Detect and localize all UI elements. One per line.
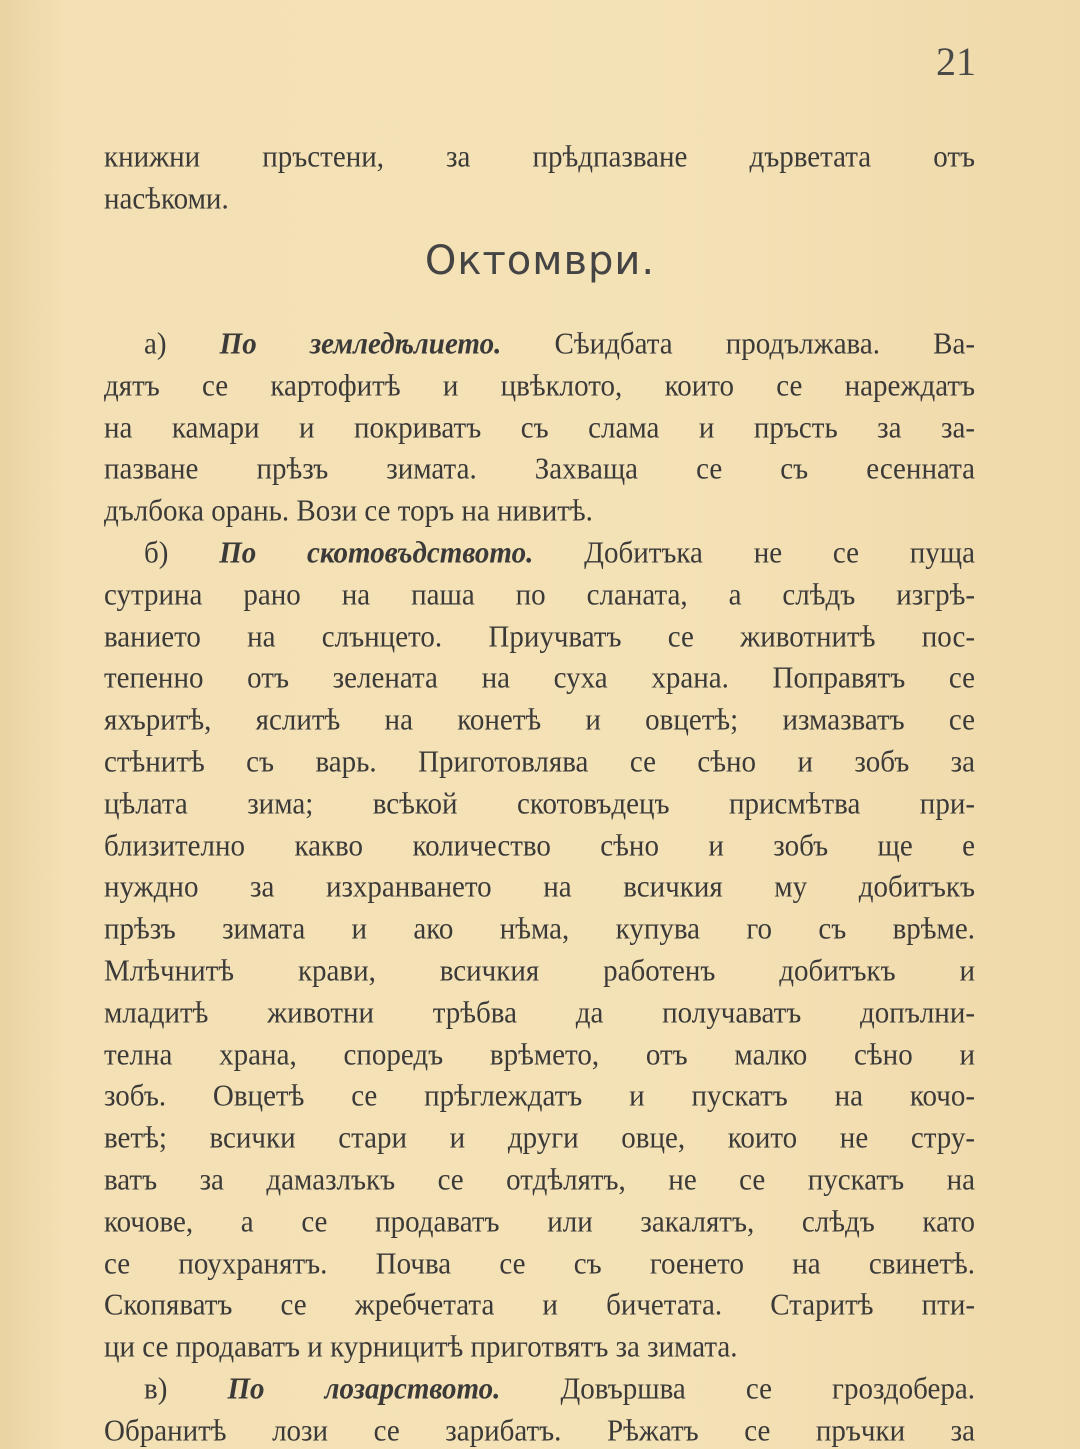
text: младитѣ животни трѣбва да получаватъ допълни- <box>104 995 975 1030</box>
text-line <box>104 1162 975 1198</box>
text: Млѣчнитѣ крави, всичкия работенъ добитъкъ и <box>104 954 975 988</box>
text-line <box>104 1288 975 1324</box>
text: на камари и покриватъ съ слама и пръсть за за- <box>104 410 975 445</box>
text-line <box>104 661 975 697</box>
text: ватъ за дамазлъкъ се отдѣлятъ, не се пускатъ на <box>104 1163 975 1197</box>
section-heading: По лозарството. <box>227 1372 561 1406</box>
text: Обранитѣ лози се зарибатъ. Рѣжатъ се пръчки за <box>104 1413 975 1448</box>
text-line <box>104 1329 975 1365</box>
text: Сѣидбата продължава. Ва- <box>554 327 975 361</box>
text-line <box>104 1079 975 1115</box>
text-line <box>104 181 975 217</box>
text-line <box>104 577 975 613</box>
text-line <box>104 953 975 989</box>
text: Скопяватъ се жребчетата и бичетата. Старитѣ пти- <box>104 1288 975 1323</box>
text-line <box>144 1371 975 1407</box>
text-line <box>104 828 975 864</box>
text-line <box>104 995 975 1031</box>
text: близително какво количество сѣно и зобъ ще е <box>104 828 975 863</box>
text-line <box>144 535 975 571</box>
section-heading: По земледѣлието. <box>219 327 555 361</box>
text: зобъ. Овцетѣ се прѣглеждатъ и пускатъ на кочо- <box>104 1079 975 1114</box>
text: нуждно за изхранването на всичкия му добитъкъ <box>104 870 975 905</box>
text-line <box>104 493 975 529</box>
text-line <box>104 870 975 906</box>
text: дълбока орань. Вози се торъ на нивитѣ. <box>104 494 593 528</box>
text: прѣзъ зимата и ако нѣма, купува го съ врѣме. <box>104 912 975 946</box>
text: насѣкоми. <box>104 182 229 216</box>
text-line <box>104 702 975 738</box>
text: яхъритѣ, яслитѣ на конетѣ и овцетѣ; измазватъ се <box>104 703 975 737</box>
text-line <box>104 1246 975 1282</box>
text: сутрина рано на паша по сланата, а слѣдъ изгрѣ- <box>104 577 975 612</box>
text-line <box>104 786 975 822</box>
text: кочове, а се продаватъ или закалятъ, слѣдъ като <box>104 1204 975 1239</box>
text: стѣнитѣ съ варь. Приготовлява се сѣно и зобъ за <box>104 745 975 779</box>
text: цѣлата зима; всѣкой скотовъдецъ присмѣтва при- <box>104 786 975 821</box>
text: Довършва се гроздобера. <box>560 1372 975 1406</box>
text: тепенно отъ зелената на суха храна. Поправятъ се <box>104 661 975 696</box>
text-line <box>104 911 975 947</box>
text-line <box>104 452 975 488</box>
section-title: Октомври. <box>424 238 656 284</box>
text: ветѣ; всички стари и други овце, които не стру- <box>104 1121 975 1155</box>
text: в) <box>144 1372 228 1406</box>
text: книжни пръстени, за прѣдпазване дърветата отъ <box>104 140 975 174</box>
text-line <box>104 368 975 404</box>
text: Добитъка не се пуща <box>584 536 975 570</box>
text-line <box>104 619 975 655</box>
text: ци се продаватъ и курницитѣ приготвятъ за зимата. <box>104 1330 738 1364</box>
text-line <box>104 410 975 446</box>
text-line <box>104 744 975 780</box>
text: се поухранятъ. Почва се съ гоенето на свинетѣ. <box>104 1246 975 1281</box>
text: б) <box>144 536 220 570</box>
text: а) <box>144 327 220 361</box>
text: дятъ се картофитѣ и цвѣклото, които се нареждатъ <box>104 368 975 403</box>
text-line <box>144 326 975 362</box>
text-line <box>104 1204 975 1240</box>
text: ванието на слънцето. Приучватъ се животнитѣ пос- <box>104 619 975 654</box>
text-line <box>104 1037 975 1073</box>
text-line <box>104 139 975 175</box>
text: телна храна, споредъ врѣмето, отъ малко сѣно и <box>104 1037 975 1072</box>
page-number: 21 <box>936 39 976 84</box>
text: пазване прѣзъ зимата. Захваща се съ есенната <box>104 452 975 487</box>
section-heading: По скотовъдството. <box>219 536 585 570</box>
text-line <box>104 1120 975 1156</box>
